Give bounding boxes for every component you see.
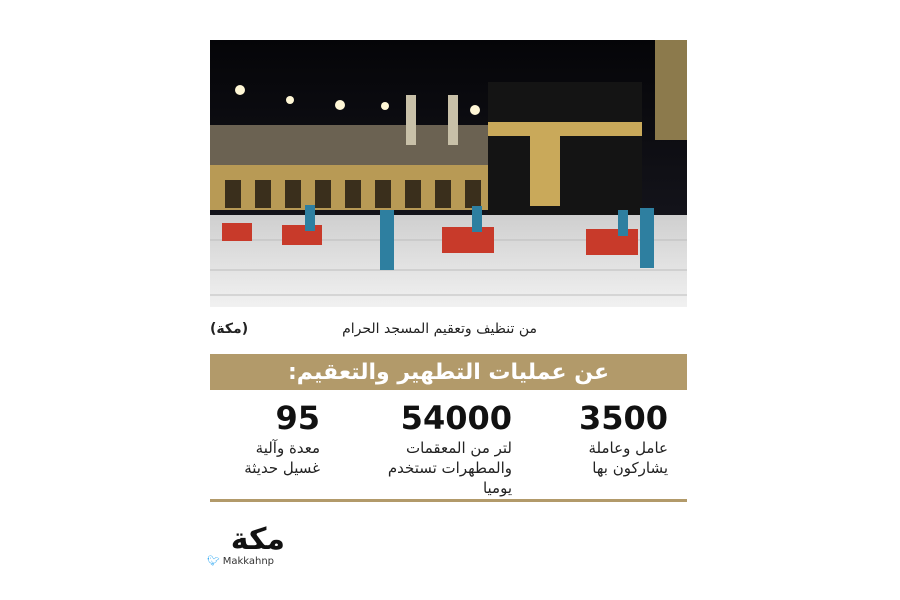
photo-caption [210, 318, 687, 342]
caption-source: (مكة) [210, 321, 249, 337]
logo-wordmark: مكة [230, 522, 285, 557]
bottom-divider [210, 499, 687, 502]
stat-liters [362, 398, 512, 498]
caption-text: من تنظيف وتعقيم المسجد الحرام [342, 321, 537, 337]
stat-machines [170, 398, 320, 478]
stat-line-1: عامل وعاملة [588, 439, 668, 457]
stat-number: 95 [275, 399, 320, 437]
banner-title: عن عمليات التطهير والتعقيم: [287, 359, 610, 385]
social-handle [207, 556, 274, 567]
stat-line-2: يشاركون بها [592, 459, 668, 477]
stat-line-1: معدة وآلية [255, 439, 320, 457]
stat-line-2: غسيل حديثة [244, 459, 320, 477]
stat-number: 3500 [578, 399, 668, 437]
stat-number: 54000 [400, 399, 512, 437]
twitter-bird-icon: 🐦︎ [207, 556, 220, 567]
kaaba-cleaning-photo [210, 40, 687, 307]
handle-text: Makkahnp [222, 556, 275, 567]
section-banner [210, 354, 687, 390]
stat-line-1: لتر من المعقمات [406, 439, 512, 457]
stat-line-2: والمطهرات تستخدم يوميا [387, 459, 512, 497]
stat-workers [518, 398, 668, 478]
